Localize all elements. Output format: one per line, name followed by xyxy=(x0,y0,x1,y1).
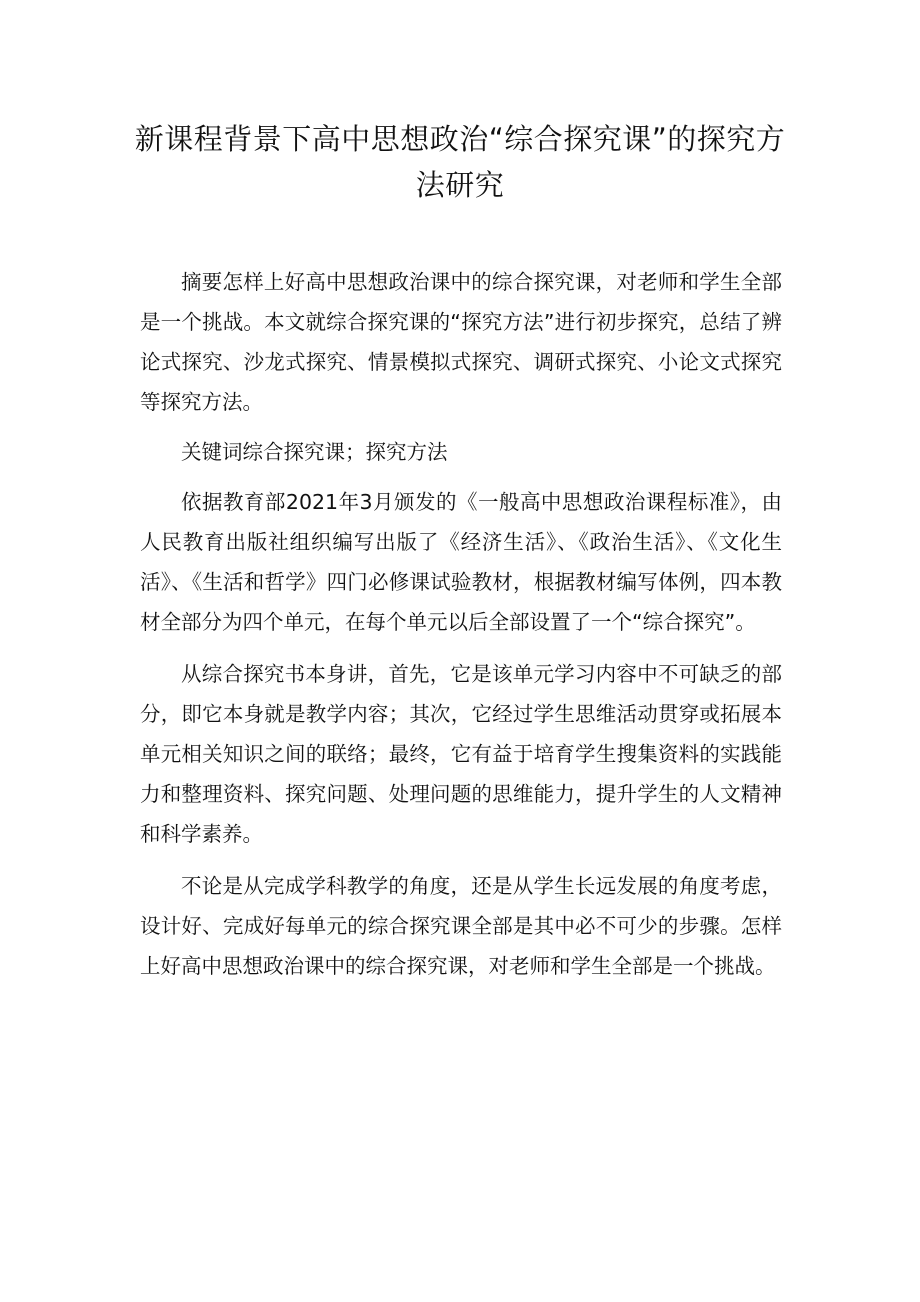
abstract-paragraph: 摘要怎样上好高中思想政治课中的综合探究课，对老师和学生全部是一个挑战。本文就综合探究课的“探究方法”进行初步探究，总结了辨论式探究、沙龙式探究、情景模拟式探究、调研式探究、小论文式探究等探究方法。 xyxy=(140,270,782,414)
keywords-paragraph: 关键词综合探究课；探究方法 xyxy=(181,440,448,464)
curriculum-basis-paragraph: 依据教育部2021年3月颁发的《一般高中思想政治课程标准》，由人民教育出版社组织编写出版了《经济生活》、《政治生活》、《文化生活》、《生活和哲学》四门必修课试验教材，根据教材编写体例，四本教材全部分为四个单元，在每个单元以后全部设置了一个“综合探究”。 xyxy=(140,490,782,634)
challenge-paragraph: 不论是从完成学科教学的角度，还是从学生长远发展的角度考虑，设计好、完成好每单元的综合探究课全部是其中必不可少的步骤。怎样上好高中思想政治课中的综合探究课，对老师和学生全部是一个挑战。 xyxy=(140,874,782,978)
document-body xyxy=(140,262,782,986)
significance-paragraph: 从综合探究书本身讲，首先，它是该单元学习内容中不可缺乏的部分，即它本身就是教学内容；其次，它经过学生思维活动贯穿或拓展本单元相关知识之间的联络；最终，它有益于培育学生搜集资料的实践能力和整理资料、探究问题、处理问题的思维能力，提升学生的人文精神和科学素养。 xyxy=(140,662,782,846)
document-title: 新课程背景下高中思想政治“综合探究课”的探究方法研究 xyxy=(134,122,786,202)
